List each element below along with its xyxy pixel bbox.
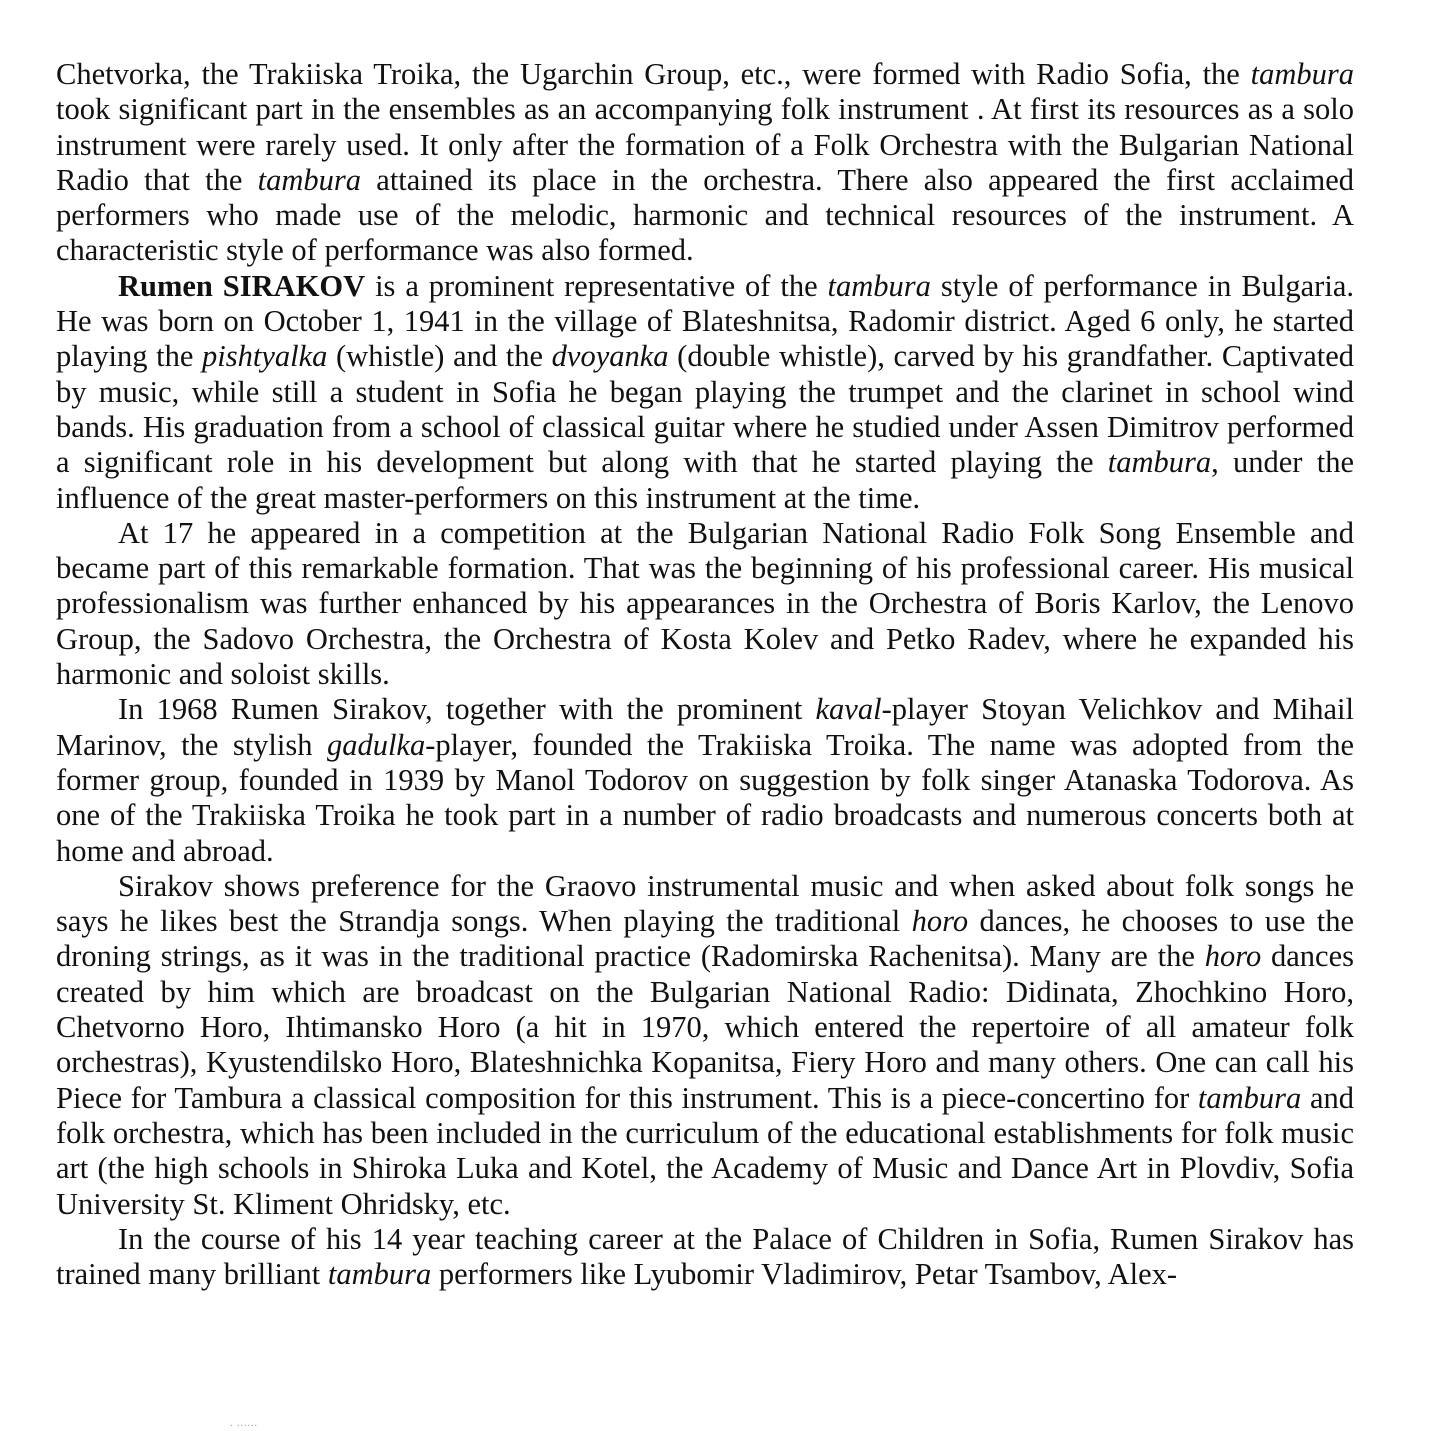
- italic-term: tambura: [1250, 57, 1354, 91]
- italic-term: kaval: [815, 692, 882, 727]
- italic-term: tambura: [1197, 1080, 1302, 1115]
- text-run: is a prominent representative of the: [365, 268, 828, 303]
- text-run: (whistle) and the: [327, 339, 552, 374]
- text-run: dances created by him which are broadcast on the Bulgarian National Radio: Didinata, Zhochkino Horo, Chetvorno Horo, Ihtimansko Horo (a hit in 1970, which entered the repertoire of all amateur folk orchestras), Kyustendilsko Horo, Blateshnichka Kopanitsa, Fiery Horo and many others. One can call his Piece for Tambura a classical composition for this instrument. This is a piece-concertino for: [56, 939, 1355, 1115]
- text-run: and folk orchestra, which has been included in the curriculum of the educational establishments for folk music art (the high schools in Shiroka Luka and Kotel, the Academy of Music and Dance Art in Plovdiv, Sofia University St. Kliment Ohridsky, etc.: [56, 1080, 1354, 1221]
- italic-term: pishtyalka: [202, 339, 328, 374]
- paragraph-4: [56, 692, 1354, 868]
- text-run: style of performance in Bulgaria. He was born on October 1, 1941 in the village of Blateshnitsa, Radomir district. Aged 6 only, he started playing the: [56, 268, 1354, 374]
- text-run: (double whistle), carved by his grandfather. Captivated by music, while still a student in Sofia he began playing the trumpet and the clarinet in school wind bands. His graduation from a school of classical guitar where he studied under Assen Dimitrov performed a significant role in his development but along with that he started playing the: [56, 339, 1355, 480]
- text-run: performers like Lyubomir Vladimirov, Petar Tsambov, Alex-: [431, 1257, 1178, 1292]
- paragraph-1: [56, 57, 1354, 269]
- paragraph-6: [56, 1222, 1354, 1293]
- bold-name: Rumen SIRAKOV: [118, 268, 366, 303]
- italic-term: tambura: [827, 268, 931, 303]
- text-run: -player, founded the Trakiiska Troika. The name was adopted from the former group, founded in 1939 by Manol Todorov on suggestion by folk singer Atanaska Todorova. As one of the Trakiiska Troika he took part in a number of radio broadcasts and numerous concerts both at home and abroad.: [56, 727, 1354, 868]
- paragraph-2: [56, 269, 1354, 516]
- text-run: In 1968 Rumen Sirakov, together with the prominent: [118, 692, 816, 727]
- footer-mark: . ......: [230, 1418, 258, 1429]
- text-run: In the course of his 14 year teaching career at the Palace of Children in Sofia, Rumen Sirakov has trained many brilliant: [56, 1221, 1354, 1292]
- italic-term: horo: [911, 904, 969, 939]
- text-run: At 17 he appeared in a competition at the Bulgarian National Radio Folk Song Ensemble and became part of this remarkable formation. That was the beginning of his professional career. His musical professionalism was further enhanced by his appearances in the Orchestra of Boris Karlov, the Lenovo Group, the Sadovo Orchestra, the Orchestra of Kosta Kolev and Petko Radev, where he expanded his harmonic and soloist skills.: [56, 515, 1354, 692]
- italic-term: tambura: [327, 1257, 432, 1292]
- document-page: [56, 57, 1354, 1292]
- text-run: took significant part in the ensembles as an accompanying folk instrument . At first its resources as a solo instrument were rarely used. It only after the formation of a Folk Orchestra with the Bulgarian National Radio that the: [56, 92, 1354, 197]
- italic-term: tambura: [1107, 445, 1212, 480]
- paragraph-5: [56, 869, 1354, 1222]
- text-run: attained its place in the orchestra. There also appeared the first acclaimed performers who made use of the melodic, harmonic and technical resources of the instrument. A characteristic style of performance was also formed.: [56, 162, 1354, 268]
- text-run: Sirakov shows preference for the Graovo instrumental music and when asked about folk songs he says he likes best the Strandja songs. When playing the traditional: [56, 868, 1354, 939]
- italic-term: dvoyanka: [551, 339, 669, 374]
- italic-term: gadulka: [326, 727, 426, 762]
- text-run: dances, he chooses to use the droning strings, as it was in the traditional practice (Radomirska Rachenitsa). Many are the: [56, 904, 1355, 974]
- paragraph-3: [56, 516, 1354, 692]
- text-run: , under the influence of the great master-performers on this instrument at the time.: [56, 445, 1354, 515]
- italic-term: tambura: [257, 162, 362, 197]
- text-run: -player Stoyan Velichkov and Mihail Marinov, the stylish: [56, 692, 1354, 762]
- italic-term: horo: [1204, 939, 1262, 974]
- text-run: Chetvorka, the Trakiiska Troika, the Ugarchin Group, etc., were formed with Radio Sofia, the: [56, 57, 1251, 91]
